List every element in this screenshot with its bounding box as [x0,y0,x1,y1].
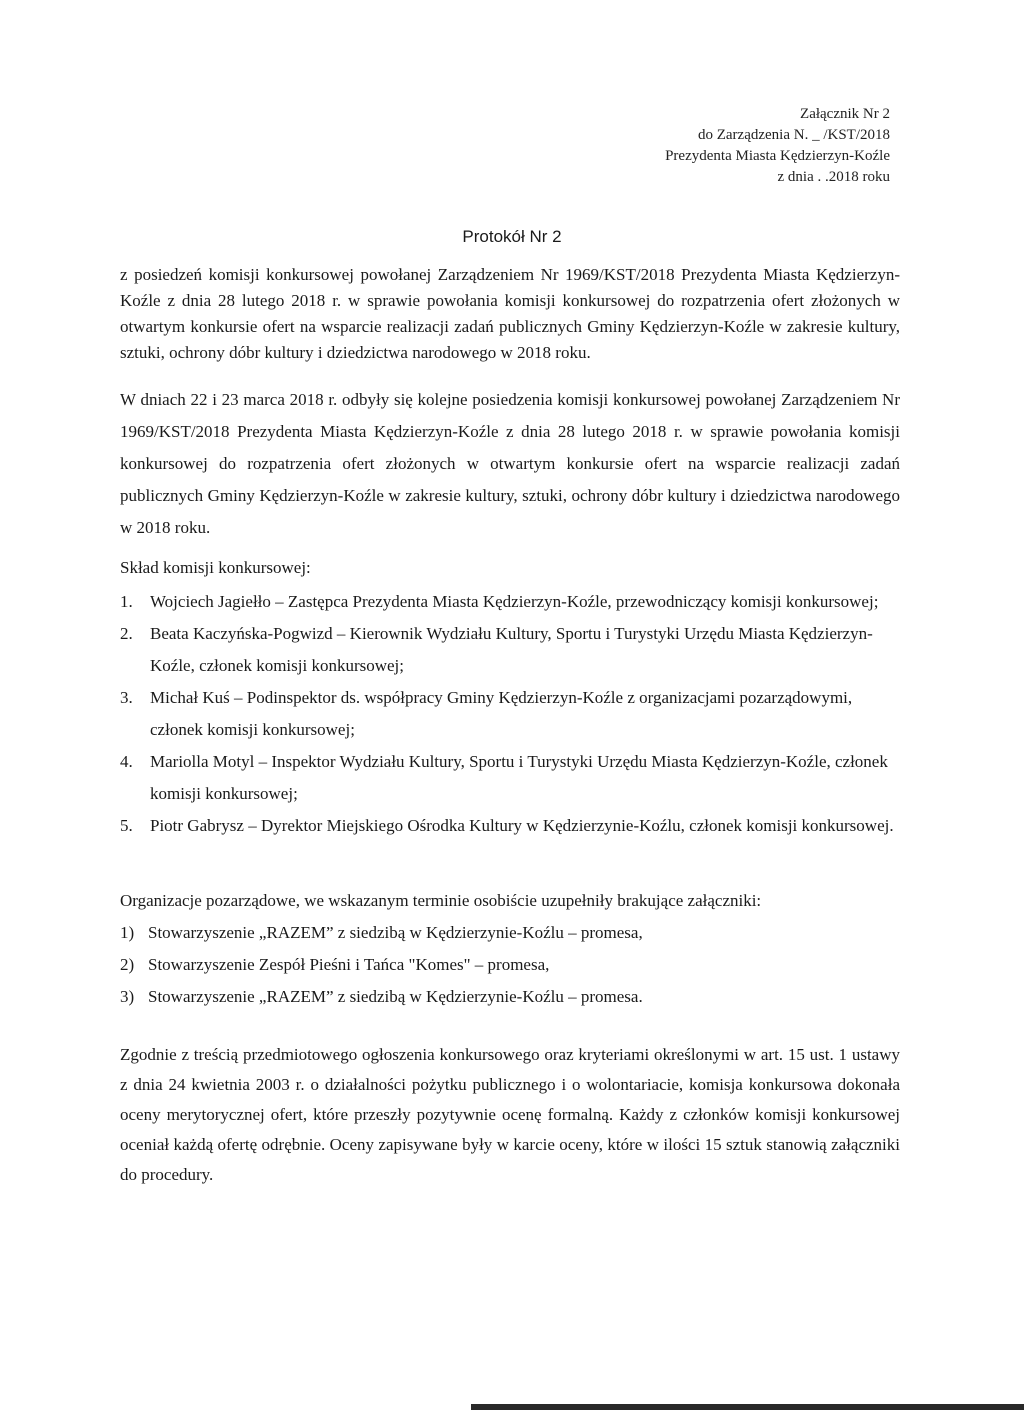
evaluation-paragraph: Zgodnie z treścią przedmiotowego ogłoszenia konkursowego oraz kryteriami określonymi w art. 15 ust. 1 ustawy z dnia 24 kwietnia 2003 r. o działalności pożytku publicznego i o wolontariacie, komisja konkursowa dokonała oceny merytorycznej ofert, które przeszły pozytywnie ocenę formalną. Każdy z członków komisji konkursowej oceniał każdą ofertę odrębnie. Oceny zapisywane były w karcie oceny, które w ilości 15 sztuk stanowią załączniki do procedury. [120,1045,900,1184]
list-number: 1) [120,923,135,942]
member-text: Mariolla Motyl – Inspektor Wydziału Kultury, Sportu i Turystyki Urzędu Miasta Kędzierzyn-Koźle, członek komisji konkursowej; [150,752,888,803]
list-number: 1. [120,592,133,611]
document-title: Protokół Nr 2 [462,227,562,246]
list-number: 4. [120,752,133,771]
organization-text: Stowarzyszenie Zespół Pieśni i Tańca "Komes" – promesa, [148,955,550,974]
list-item [120,746,900,810]
organizations-intro: Organizacje pozarządowe, we wskazanym terminie osobiście uzupełniły brakujące załączniki: [120,891,762,910]
organization-list [120,918,900,1012]
intro-paragraph: z posiedzeń komisji konkursowej powołanej Zarządzeniem Nr 1969/KST/2018 Prezydenta Miasta Kędzierzyn-Koźle z dnia 28 lutego 2018 r. w sprawie powołania komisji konkursowej do rozpatrzenia ofert złożonych w otwartym konkursie ofert na wsparcie realizacji zadań publicznych Gminy Kędzierzyn-Koźle w zakresie kultury, sztuki, ochrony dóbr kultury i dziedzictwa narodowego w 2018 roku. [120,265,900,362]
committee-heading: Skład komisji konkursowej: [120,558,311,577]
list-number: 2) [120,955,135,974]
organization-text: Stowarzyszenie „RAZEM” z siedzibą w Kędzierzynie-Koźlu – promesa. [148,987,643,1006]
list-number: 3. [120,688,133,707]
list-number: 5. [120,816,133,835]
scan-edge-divider [0,1404,1024,1410]
member-text: Piotr Gabrysz – Dyrektor Miejskiego Ośrodka Kultury w Kędzierzynie-Koźlu, członek komisji konkursowej. [150,816,894,835]
list-number: 2. [120,624,133,643]
list-number: 3) [120,987,135,1006]
organization-text: Stowarzyszenie „RAZEM” z siedzibą w Kędzierzynie-Koźlu – promesa, [148,923,643,942]
list-item [120,918,900,948]
list-item [120,982,900,1012]
document-body [120,262,900,1207]
member-text: Wojciech Jagiełło – Zastępca Prezydenta Miasta Kędzierzyn-Koźle, przewodniczący komisji konkursowej; [150,592,879,611]
attachment-header [665,104,890,188]
list-item [120,810,900,842]
list-item [120,586,900,618]
meetings-paragraph: W dniach 22 i 23 marca 2018 r. odbyły się kolejne posiedzenia komisji konkursowej powołanej Zarządzeniem Nr 1969/KST/2018 Prezydenta Miasta Kędzierzyn-Koźle z dnia 28 lutego 2018 r. w sprawie powołania komisji konkursowej do rozpatrzenia ofert złożonych w otwartym konkursie ofert na wsparcie realizacji zadań publicznych Gminy Kędzierzyn-Koźle w zakresie kultury, sztuki, ochrony dóbr kultury i dziedzictwa narodowego w 2018 roku. [120,390,900,537]
list-item [120,682,900,746]
header-line-attachment: Załącznik Nr 2 [800,106,890,122]
member-text: Beata Kaczyńska-Pogwizd – Kierownik Wydziału Kultury, Sportu i Turystyki Urzędu Miasta Kędzierzyn-Koźle, członek komisji konkursowej; [150,624,873,675]
header-line-ordinance: do Zarządzenia N. _ /KST/2018 [697,127,890,143]
member-text: Michał Kuś – Podinspektor ds. współpracy Gminy Kędzierzyn-Koźle z organizacjami pozarządowymi, członek komisji konkursowej; [150,688,853,739]
committee-member-list [120,586,900,842]
list-item [120,618,900,682]
list-item [120,950,900,980]
header-line-president: Prezydenta Miasta Kędzierzyn-Koźle [665,148,890,164]
header-line-date: z dnia . .2018 roku [777,169,890,185]
